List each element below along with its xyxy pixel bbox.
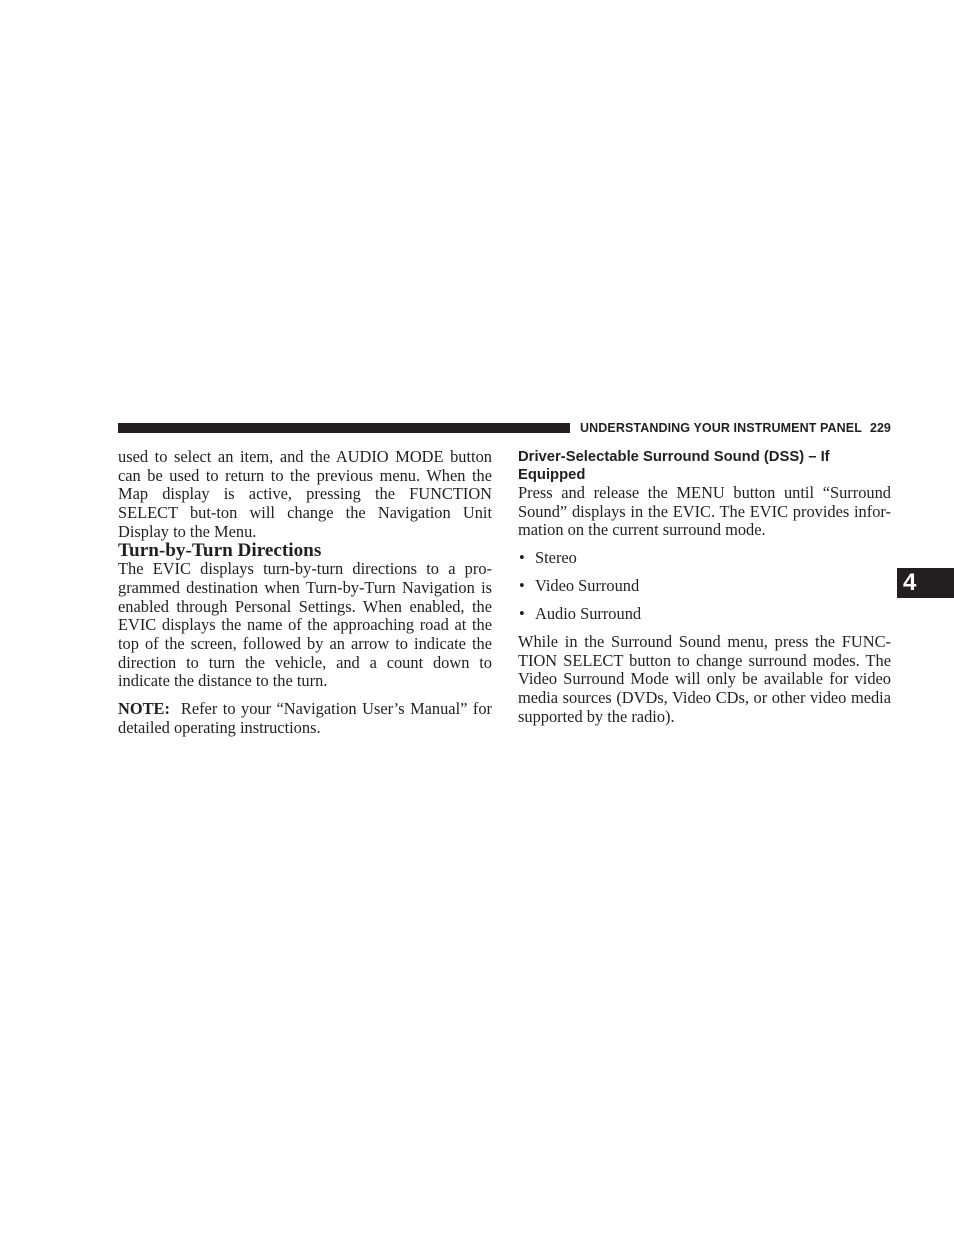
right-column xyxy=(518,448,891,726)
chapter-number: 4 xyxy=(903,569,917,596)
section-title: UNDERSTANDING YOUR INSTRUMENT PANEL xyxy=(580,421,862,435)
turn-by-turn-heading: Turn-by-Turn Directions xyxy=(118,539,322,561)
header-rule xyxy=(118,423,570,433)
chapter-tab xyxy=(897,568,954,598)
bullet-icon: • xyxy=(519,548,525,568)
dss-heading: Driver-Selectable Surround Sound (DSS) – If Equipped xyxy=(518,449,830,483)
list-item xyxy=(518,577,891,596)
dss-intro-paragraph: Press and release the MENU button until “Surround Sound” displays in the EVIC. The EVIC provides infor-mation on the current surround mode. xyxy=(518,483,891,540)
note-label: NOTE: xyxy=(118,699,170,719)
list-item xyxy=(518,549,891,568)
turn-by-turn-paragraph: The EVIC displays turn-by-turn directions to a pro-grammed destination when Turn-by-Turn Navigation is enabled through Personal Settings. When enabled, the EVIC displays the name of the approaching road at the top of the screen, followed by an arrow to indicate the direction to turn the vehicle, and a count down to indicate the distance to the turn. xyxy=(118,559,492,691)
list-item-label: Stereo xyxy=(535,548,577,568)
surround-mode-list xyxy=(518,549,891,624)
list-item-label: Video Surround xyxy=(535,576,640,596)
dss-paragraph: While in the Surround Sound menu, press the FUNC-TION SELECT button to change surround modes. The Video Surround Mode will only be available for video media sources (DVDs, Video CDs, or other video media supported by the radio). xyxy=(518,631,891,726)
bullet-icon: • xyxy=(519,604,525,624)
list-item xyxy=(518,605,891,624)
left-column xyxy=(118,448,492,738)
bullet-icon: • xyxy=(519,576,525,596)
page-number: 229 xyxy=(870,421,891,435)
list-item-label: Audio Surround xyxy=(535,604,642,624)
note-text: Refer to your “Navigation User’s Manual” for detailed operating instructions. xyxy=(118,699,493,737)
intro-paragraph: used to select an item, and the AUDIO MODE button can be used to return to the previous menu. When the Map display is active, pressing the FUNCTION SELECT but-ton will change the Navigation Unit Display to the Menu. xyxy=(118,447,492,541)
note-paragraph xyxy=(118,700,492,737)
